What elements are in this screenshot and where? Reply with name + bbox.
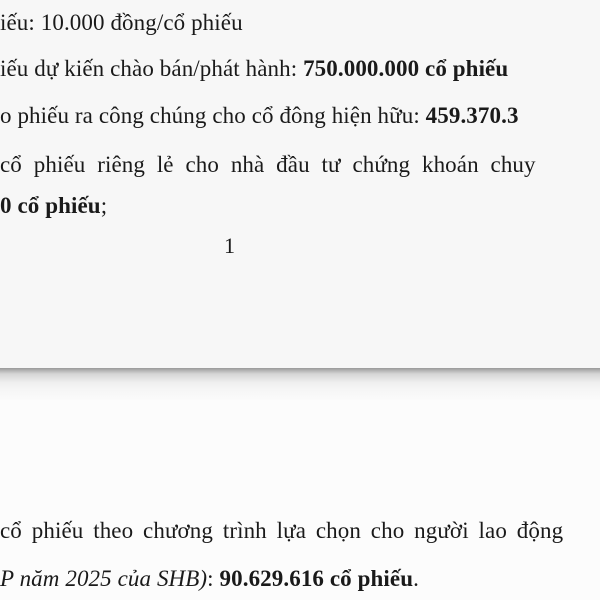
esop-text: cổ phiếu theo chương trình lựa chọn cho người lao động (0, 518, 564, 543)
esop-quantity-line (0, 566, 419, 592)
offering-quantity-value: 750.000.000 cổ phiếu (303, 56, 509, 81)
private-placement-text: cổ phiếu riêng lẻ cho nhà đầu tư chứng khoán chuy (0, 152, 536, 177)
public-offering-label: o phiếu ra công chúng cho cổ đông hiện hữu: (0, 103, 426, 128)
private-placement-tail: ; (100, 193, 108, 218)
par-value-line (0, 10, 243, 36)
page-break-shadow (0, 368, 600, 400)
esop-tail: . (413, 566, 419, 591)
esop-line (0, 518, 563, 544)
document-page-bottom (0, 400, 600, 600)
esop-separator: : (207, 566, 220, 591)
par-value-text: iếu: 10.000 đồng/cổ phiếu (0, 10, 243, 35)
public-offering-value: 459.370.3 (425, 103, 519, 128)
page-number: 1 (224, 233, 235, 258)
private-placement-value: 0 cổ phiếu (0, 193, 101, 218)
esop-reference: P năm 2025 của SHB) (0, 566, 208, 591)
offering-quantity-line (0, 56, 508, 82)
esop-quantity-value: 90.629.616 cổ phiếu (219, 566, 414, 591)
offering-quantity-label: iếu dự kiến chào bán/phát hành: (0, 56, 304, 81)
public-offering-line (0, 103, 519, 129)
private-placement-quantity-line (0, 193, 107, 219)
private-placement-line (0, 152, 536, 178)
